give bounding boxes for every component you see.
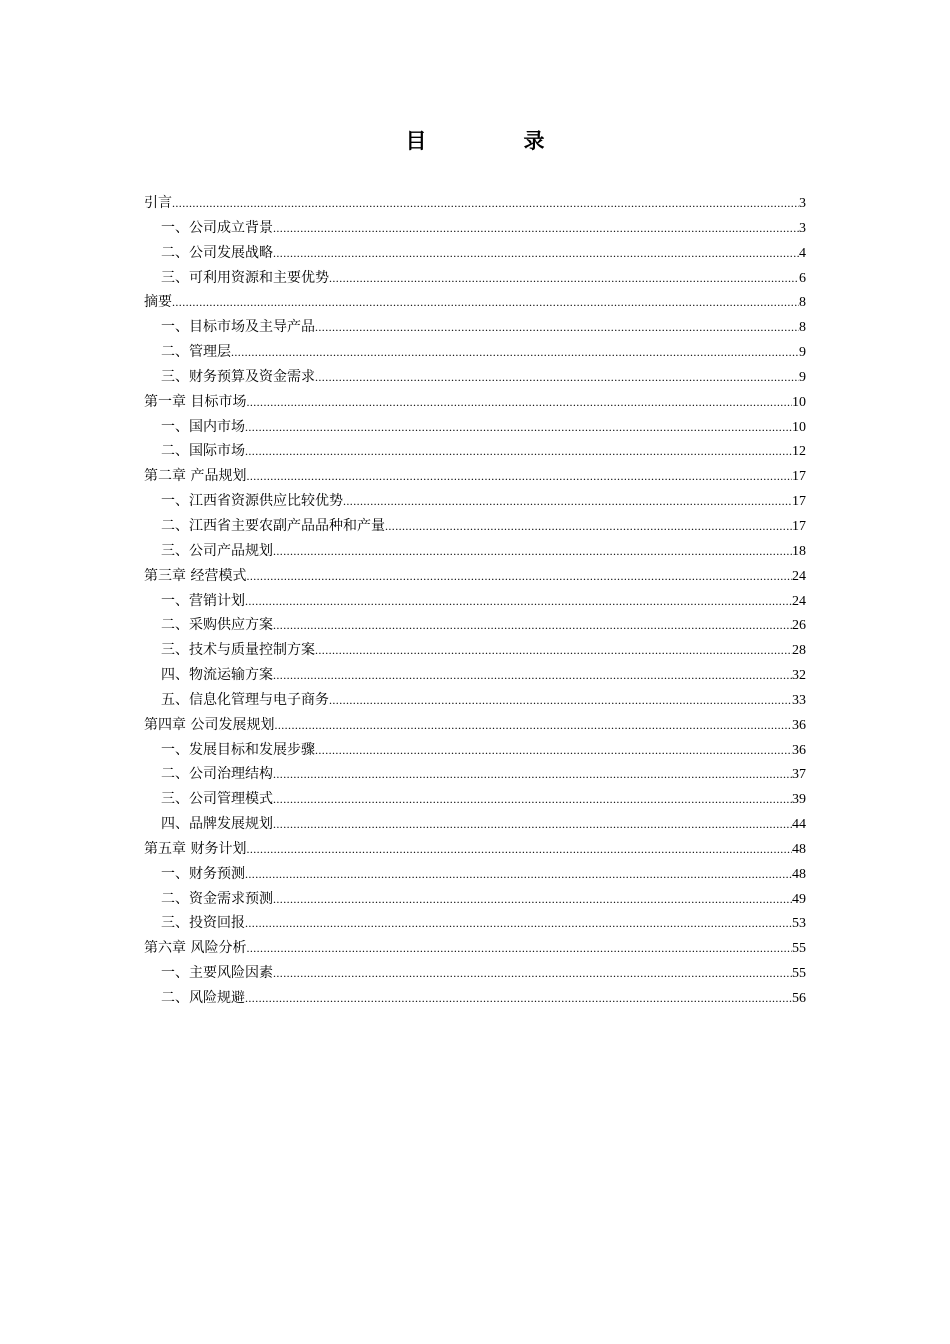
toc-page-number: 28 <box>792 643 806 659</box>
toc-page-number: 55 <box>792 966 806 982</box>
toc-page-number: 37 <box>792 767 806 783</box>
toc-entry-label: 三、公司管理模式 <box>161 791 273 808</box>
toc-page-number: 56 <box>792 991 806 1006</box>
toc-entry-label: 一、公司成立背景 <box>161 219 273 236</box>
toc-entry-label: 二、公司发展战略 <box>161 244 273 261</box>
toc-dot-leader <box>246 936 792 961</box>
toc-entry-label: 四、物流运输方案 <box>161 667 273 684</box>
toc-dot-leader <box>246 464 792 489</box>
toc-page-number: 24 <box>792 568 806 584</box>
toc-page-number: 24 <box>792 593 806 609</box>
toc-dot-leader <box>245 986 792 1011</box>
toc-section-entry[interactable] <box>144 738 806 763</box>
toc-page-number: 53 <box>792 916 806 932</box>
toc-dot-leader <box>245 911 792 936</box>
toc-page-number: 49 <box>792 891 806 907</box>
toc-section-entry[interactable] <box>144 663 806 688</box>
toc-section-entry[interactable] <box>144 415 806 440</box>
toc-dot-leader <box>273 216 799 241</box>
toc-dot-leader <box>273 812 792 837</box>
toc-dot-leader <box>329 266 799 291</box>
toc-section-entry[interactable] <box>144 613 806 638</box>
toc-page-number: 9 <box>799 369 806 385</box>
toc-entry-label: 二、资金需求预测 <box>161 890 273 907</box>
toc-entry-label: 一、营销计划 <box>161 592 245 609</box>
toc-page-number: 8 <box>799 320 806 336</box>
toc-page-number: 9 <box>799 345 806 361</box>
toc-entry-label: 二、管理层 <box>161 344 231 361</box>
toc-section-entry[interactable] <box>144 688 806 713</box>
toc-page-number: 3 <box>799 220 806 236</box>
toc-section-entry[interactable] <box>144 589 806 614</box>
toc-section-entry[interactable] <box>144 365 806 390</box>
toc-page-number: 10 <box>792 419 806 435</box>
toc-entry-label: 三、投资回报 <box>161 915 245 932</box>
toc-entry-label: 二、国际市场 <box>161 443 245 460</box>
toc-entry-label: 四、品牌发展规划 <box>161 816 273 833</box>
toc-section-entry[interactable] <box>144 514 806 539</box>
toc-chapter-entry[interactable] <box>144 191 806 216</box>
toc-page-number: 3 <box>799 196 806 211</box>
toc-entry-label: 五、信息化管理与电子商务 <box>161 691 329 708</box>
toc-entry-label: 摘要 <box>144 294 172 311</box>
toc-section-entry[interactable] <box>144 986 806 1011</box>
toc-dot-leader <box>315 738 792 763</box>
toc-entry-label: 一、财务预测 <box>161 865 245 882</box>
toc-dot-leader <box>246 564 792 589</box>
toc-dot-leader <box>315 638 792 663</box>
toc-page-number: 48 <box>792 866 806 882</box>
toc-section-entry[interactable] <box>144 961 806 986</box>
toc-entry-label: 二、采购供应方案 <box>161 617 273 634</box>
toc-page-number: 44 <box>792 817 806 833</box>
toc-page-number: 4 <box>799 245 806 261</box>
toc-entry-label: 一、国内市场 <box>161 418 245 435</box>
toc-dot-leader <box>315 365 799 390</box>
toc-entry-label: 一、江西省资源供应比较优势 <box>161 493 343 510</box>
toc-entry-label: 第三章 经营模式 <box>144 567 247 584</box>
toc-page-number: 33 <box>792 692 806 708</box>
toc-entry-label: 第五章 财务计划 <box>144 840 247 857</box>
toc-page-number: 36 <box>792 742 806 758</box>
toc-dot-leader <box>385 514 792 539</box>
toc-page-number: 6 <box>799 270 806 286</box>
toc-dot-leader <box>273 787 792 812</box>
toc-section-entry[interactable] <box>144 887 806 912</box>
toc-section-entry[interactable] <box>144 340 806 365</box>
toc-page-number: 12 <box>792 444 806 460</box>
toc-chapter-entry[interactable] <box>144 837 806 862</box>
toc-dot-leader <box>245 862 792 887</box>
toc-dot-leader <box>245 589 792 614</box>
toc-page-number: 10 <box>792 394 806 410</box>
toc-chapter-entry[interactable] <box>144 290 806 315</box>
toc-entry-label: 二、公司治理结构 <box>161 766 273 783</box>
toc-page-number: 39 <box>792 792 806 808</box>
toc-chapter-entry[interactable] <box>144 564 806 589</box>
toc-entry-label: 三、财务预算及资金需求 <box>161 368 315 385</box>
toc-entry-label: 二、江西省主要农副产品品种和产量 <box>161 517 385 534</box>
toc-entry-label: 三、公司产品规划 <box>161 542 273 559</box>
toc-section-entry[interactable] <box>144 266 806 291</box>
toc-dot-leader <box>273 663 792 688</box>
toc-page-number: 17 <box>792 494 806 510</box>
toc-entry-label: 第六章 风险分析 <box>144 940 247 957</box>
toc-dot-leader <box>273 961 792 986</box>
toc-section-entry[interactable] <box>144 489 806 514</box>
toc-dot-leader <box>172 290 799 315</box>
toc-dot-leader <box>273 241 799 266</box>
toc-entry-label: 三、技术与质量控制方案 <box>161 642 315 659</box>
toc-section-entry[interactable] <box>144 439 806 464</box>
toc-page-number: 48 <box>792 841 806 857</box>
table-of-contents <box>144 191 806 1011</box>
toc-section-entry[interactable] <box>144 638 806 663</box>
toc-chapter-entry[interactable] <box>144 390 806 415</box>
toc-entry-label: 引言 <box>144 195 172 211</box>
toc-page-number: 55 <box>792 941 806 957</box>
toc-chapter-entry[interactable] <box>144 936 806 961</box>
toc-dot-leader <box>246 837 792 862</box>
toc-dot-leader <box>273 539 792 564</box>
toc-entry-label: 一、主要风险因素 <box>161 965 273 982</box>
toc-section-entry[interactable] <box>144 539 806 564</box>
toc-section-entry[interactable] <box>144 241 806 266</box>
toc-section-entry[interactable] <box>144 812 806 837</box>
toc-page-number: 18 <box>792 543 806 559</box>
toc-chapter-entry[interactable] <box>144 713 806 738</box>
page-title: 目 录 <box>405 128 583 153</box>
toc-dot-leader <box>231 340 799 365</box>
toc-page-number: 8 <box>799 295 806 311</box>
toc-page-number: 26 <box>792 618 806 634</box>
toc-dot-leader <box>329 688 792 713</box>
toc-section-entry[interactable] <box>144 216 806 241</box>
toc-dot-leader <box>315 315 799 340</box>
toc-section-entry[interactable] <box>144 862 806 887</box>
toc-section-entry[interactable] <box>144 911 806 936</box>
toc-page-number: 17 <box>792 469 806 485</box>
toc-dot-leader <box>172 191 799 216</box>
toc-section-entry[interactable] <box>144 315 806 340</box>
toc-page-number: 17 <box>792 518 806 534</box>
toc-dot-leader <box>273 762 792 787</box>
toc-dot-leader <box>273 613 792 638</box>
toc-entry-label: 第二章 产品规划 <box>144 468 247 485</box>
toc-entry-label: 一、发展目标和发展步骤 <box>161 741 315 758</box>
toc-entry-label: 二、风险规避 <box>161 990 245 1006</box>
toc-page-number: 32 <box>792 668 806 684</box>
toc-dot-leader <box>245 439 792 464</box>
toc-dot-leader <box>245 415 792 440</box>
toc-dot-leader <box>274 713 792 738</box>
toc-chapter-entry[interactable] <box>144 464 806 489</box>
toc-page-number: 36 <box>792 717 806 733</box>
toc-section-entry[interactable] <box>144 762 806 787</box>
toc-entry-label: 第一章 目标市场 <box>144 393 247 410</box>
toc-dot-leader <box>273 887 792 912</box>
toc-dot-leader <box>246 390 792 415</box>
toc-entry-label: 第四章 公司发展规划 <box>144 716 275 733</box>
toc-dot-leader <box>343 489 792 514</box>
toc-entry-label: 三、可利用资源和主要优势 <box>161 269 329 286</box>
toc-entry-label: 一、目标市场及主导产品 <box>161 319 315 336</box>
toc-section-entry[interactable] <box>144 787 806 812</box>
